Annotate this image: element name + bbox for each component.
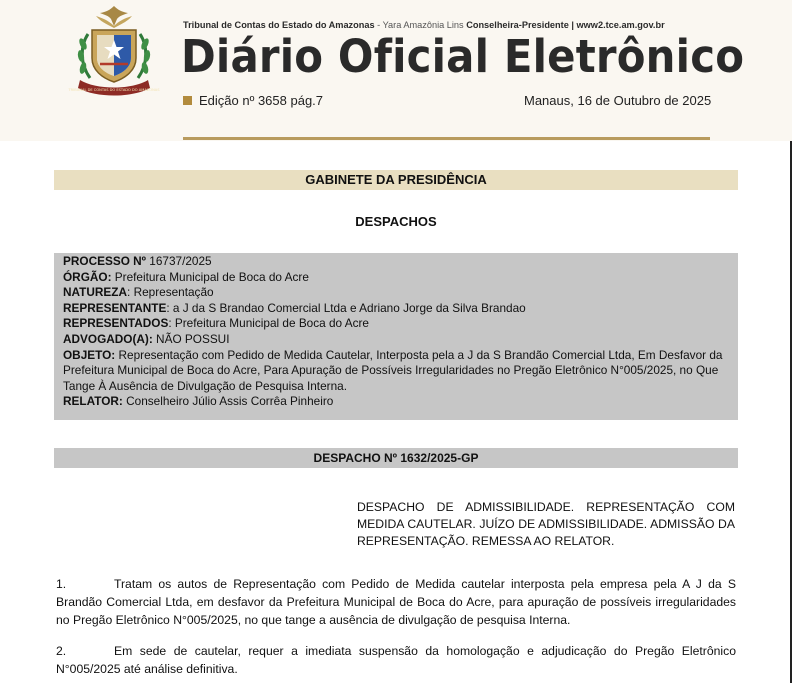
publication-date: Manaus, 16 de Outubro de 2025: [524, 93, 712, 108]
orgao-line: [63, 270, 730, 286]
logo-ribbon-text: TRIBUNAL DE CONTAS DO ESTADO DO AMAZONAS: [68, 88, 160, 92]
page-header: [0, 0, 792, 141]
header-top-line: [183, 20, 665, 30]
edition-square-icon: [183, 96, 192, 105]
top-pipe: |: [568, 20, 577, 30]
natureza-value: : Representação: [127, 285, 214, 300]
objeto-line: [63, 348, 730, 395]
despacho-ementa: DESPACHO DE ADMISSIBILIDADE. REPRESENTAÇÃO COM MEDIDA CAUTELAR. JUÍZO DE ADMISSIBILIDADE. ADMISSÃO DA REPRESENTAÇÃO. REMESSA AO RELATOR.: [357, 500, 735, 548]
top-separator: -: [374, 20, 383, 30]
objeto-label: OBJETO:: [63, 347, 116, 362]
website-link[interactable]: www2.tce.am.gov.br: [576, 20, 665, 30]
natureza-label: NATUREZA: [63, 285, 128, 300]
representados-label: REPRESENTADOS: [63, 316, 169, 331]
edition-text: Edição nº 3658 pág.7: [199, 93, 324, 108]
advogado-line: [63, 332, 730, 348]
advogado-label: ADVOGADO(A):: [63, 331, 153, 346]
header-divider: [183, 137, 710, 140]
objeto-value: Representação com Pedido de Medida Cautelar, Interposta pela a J da S Brandão Comercial Ltda, Em Desfavor da Prefeitura Municipal de Boca do Acre, Para Apuração de Possíveis Irregularidades no Pregão Eletrônico N°005/2025, no Que Tange À Ausência de Divulgação de Pesquisa Interna.: [63, 347, 723, 393]
representante-label: REPRESENTANTE: [63, 300, 167, 315]
representante-line: [63, 301, 730, 317]
process-number-label: PROCESSO Nº: [63, 254, 146, 268]
process-info-box: [54, 253, 738, 420]
relator-value: Conselheiro Júlio Assis Corrêa Pinheiro: [122, 394, 334, 409]
paragraph-2-number: 2.: [56, 644, 67, 658]
process-number-value: 16737/2025: [145, 254, 212, 268]
court-name: Tribunal de Contas do Estado do Amazonas: [183, 20, 375, 30]
section-gabinete-title: GABINETE DA PRESIDÊNCIA: [54, 170, 738, 190]
edition-line: [183, 93, 323, 108]
orgao-value: Prefeitura Municipal de Boca do Acre: [111, 269, 309, 284]
president-name: Yara Amazônia Lins: [382, 20, 464, 30]
representante-value: : a J da S Brandao Comercial Ltda e Adriano Jorge da Silva Brandao: [166, 300, 526, 315]
representados-line: [63, 316, 730, 332]
journal-title: Diário Oficial Eletrônico: [181, 30, 745, 83]
natureza-line: [63, 285, 730, 301]
orgao-label: ÓRGÃO:: [63, 269, 112, 284]
president-role: Conselheira-Presidente: [463, 20, 569, 30]
paragraph-1-text: Tratam os autos de Representação com Pedido de Medida cautelar interposta pela empresa pela A J da S Brandão Comercial Ltda, em desfavor da Prefeitura Municipal de Boca do Acre, para apuração de possíveis irregularidades no Pregão Eletrônico N°005/2025, no que tange a ausência de divulgação de pesquisa Interna.: [56, 577, 736, 627]
tce-coat-of-arms-logo: [66, 4, 162, 100]
paragraph-1-number: 1.: [56, 577, 67, 591]
relator-label: RELATOR:: [63, 394, 123, 409]
advogado-value: NÃO POSSUI: [152, 331, 230, 346]
relator-line: [63, 394, 730, 410]
paragraph-1: [56, 575, 736, 629]
paragraph-2: [56, 642, 736, 678]
process-number-line: [63, 254, 730, 270]
paragraph-2-text: Em sede de cautelar, requer a imediata suspensão da homologação e adjudicação do Pregão Eletrônico N°005/2025 até análise definitiva.: [56, 644, 736, 676]
despacho-title-bar: DESPACHO Nº 1632/2025-GP: [54, 448, 738, 468]
section-despachos-title: DESPACHOS: [355, 214, 437, 229]
representados-value: : Prefeitura Municipal de Boca do Acre: [168, 316, 369, 331]
